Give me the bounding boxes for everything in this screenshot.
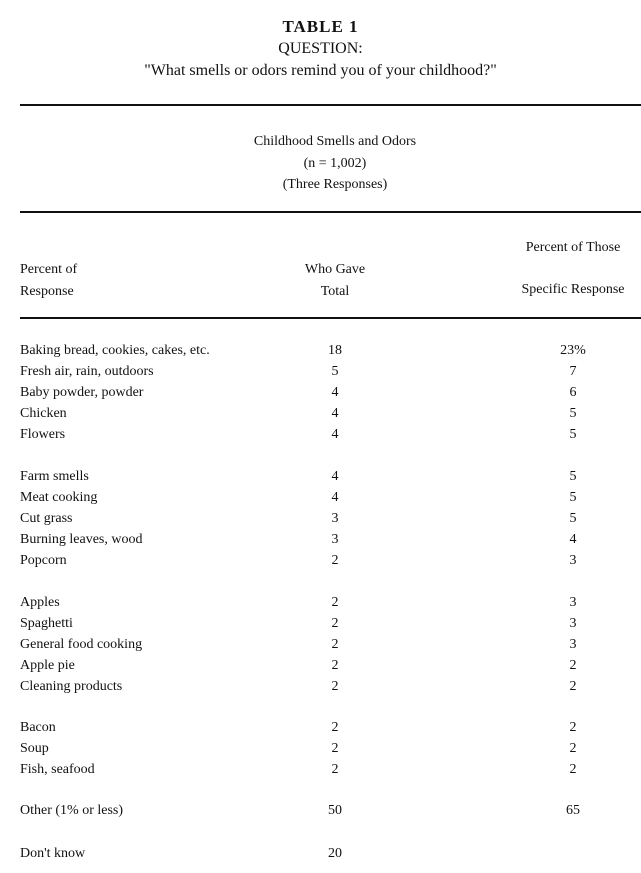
subtitle-line-2: (n = 1,002) xyxy=(303,156,367,171)
subtitle-rule xyxy=(20,211,641,213)
row-specific: 5 xyxy=(569,469,577,484)
row-label: Baby powder, powder xyxy=(20,385,144,400)
table-row xyxy=(0,803,641,823)
row-label: Bacon xyxy=(20,720,56,735)
table-row xyxy=(0,511,641,531)
row-total: 18 xyxy=(328,343,342,358)
row-total: 4 xyxy=(331,427,339,442)
table-row xyxy=(0,637,641,657)
row-label: Fish, seafood xyxy=(20,762,95,777)
row-label: Farm smells xyxy=(20,469,89,484)
table-row xyxy=(0,741,641,761)
row-total: 4 xyxy=(331,385,339,400)
row-label: Cleaning products xyxy=(20,679,123,694)
row-total: 5 xyxy=(331,364,339,379)
row-total: 50 xyxy=(328,803,342,818)
row-total: 4 xyxy=(331,406,339,421)
table-row xyxy=(0,679,641,699)
row-specific: 6 xyxy=(569,385,577,400)
row-label: Burning leaves, wood xyxy=(20,532,143,547)
row-specific: 3 xyxy=(569,553,577,568)
row-total: 2 xyxy=(331,741,339,756)
row-total: 2 xyxy=(331,616,339,631)
header-col2 xyxy=(498,237,641,301)
row-label: Popcorn xyxy=(20,553,67,568)
table-title: TABLE 1 xyxy=(282,17,359,36)
row-specific: 4 xyxy=(569,532,577,547)
row-label: Meat cooking xyxy=(20,490,98,505)
row-specific: 3 xyxy=(569,616,577,631)
row-specific: 2 xyxy=(569,762,577,777)
row-total: 3 xyxy=(331,511,339,526)
header-col0 xyxy=(20,259,77,303)
table-row xyxy=(0,762,641,782)
row-label: Flowers xyxy=(20,427,66,442)
row-label: Soup xyxy=(20,741,49,756)
header-col2-line1: Percent of Those xyxy=(525,240,621,255)
row-label: Cut grass xyxy=(20,511,73,526)
header-rule xyxy=(20,317,641,319)
row-specific: 23% xyxy=(560,343,586,358)
row-specific: 65 xyxy=(566,803,580,818)
table-row xyxy=(0,553,641,573)
question-text: "What smells or odors remind you of your childhood?" xyxy=(144,62,497,79)
subtitle-line-1: Childhood Smells and Odors xyxy=(253,134,417,149)
row-label: Don't know xyxy=(20,846,86,861)
row-label: Apples xyxy=(20,595,60,610)
table-row xyxy=(0,343,641,363)
row-specific: 5 xyxy=(569,427,577,442)
table-row xyxy=(0,532,641,552)
row-total: 2 xyxy=(331,679,339,694)
row-specific: 2 xyxy=(569,720,577,735)
row-label: Baking bread, cookies, cakes, etc. xyxy=(20,343,210,358)
header-col2-line2: Specific Response xyxy=(521,282,625,297)
row-specific: 5 xyxy=(569,490,577,505)
subtitle-line-3: (Three Responses) xyxy=(282,177,388,192)
row-specific: 5 xyxy=(569,406,577,421)
header-col0-line1: Percent of xyxy=(20,262,78,277)
table-row xyxy=(0,658,641,678)
row-label: Fresh air, rain, outdoors xyxy=(20,364,154,379)
table-row xyxy=(0,720,641,740)
row-total: 2 xyxy=(331,553,339,568)
row-specific: 2 xyxy=(569,658,577,673)
row-label: General food cooking xyxy=(20,637,143,652)
table-row xyxy=(0,469,641,489)
table-row xyxy=(0,846,641,866)
row-total: 2 xyxy=(331,658,339,673)
row-total: 4 xyxy=(331,469,339,484)
table-row xyxy=(0,616,641,636)
row-total: 2 xyxy=(331,762,339,777)
row-label: Apple pie xyxy=(20,658,75,673)
row-label: Other (1% or less) xyxy=(20,803,124,818)
table-row xyxy=(0,406,641,426)
row-specific: 3 xyxy=(569,637,577,652)
row-specific: 2 xyxy=(569,741,577,756)
row-total: 2 xyxy=(331,720,339,735)
header-col1 xyxy=(285,259,385,303)
row-specific: 2 xyxy=(569,679,577,694)
table-row xyxy=(0,427,641,447)
header-col1-line2: Total xyxy=(320,284,350,299)
top-rule xyxy=(20,104,641,106)
row-specific: 7 xyxy=(569,364,577,379)
table-row xyxy=(0,364,641,384)
row-total: 2 xyxy=(331,595,339,610)
row-total: 20 xyxy=(328,846,342,861)
question-label: QUESTION: xyxy=(278,40,363,57)
table-row xyxy=(0,490,641,510)
table-row xyxy=(0,385,641,405)
header-col1-line1: Who Gave xyxy=(304,262,366,277)
row-specific: 5 xyxy=(569,511,577,526)
row-total: 2 xyxy=(331,637,339,652)
row-specific: 3 xyxy=(569,595,577,610)
row-total: 3 xyxy=(331,532,339,547)
header-col0-line2: Response xyxy=(20,284,74,299)
row-label: Chicken xyxy=(20,406,67,421)
row-total: 4 xyxy=(331,490,339,505)
table-row xyxy=(0,595,641,615)
row-label: Spaghetti xyxy=(20,616,73,631)
